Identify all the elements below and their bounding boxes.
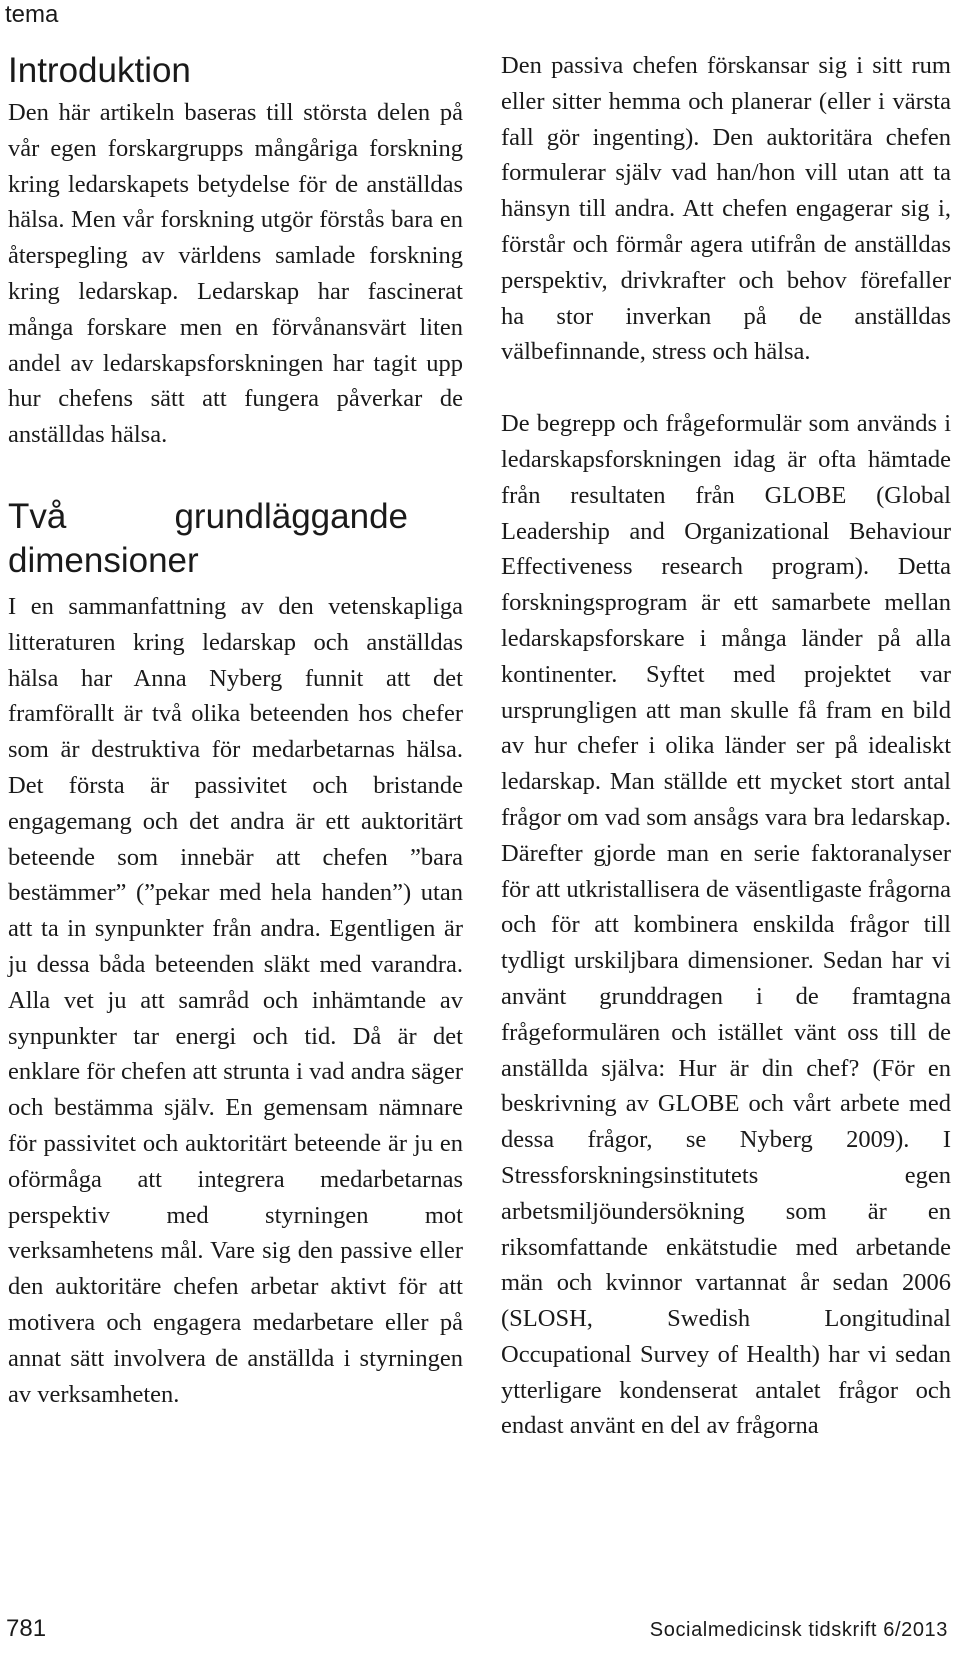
dimensions-paragraph: I en sammanfattning av den vetenskapliga litteraturen kring ledarskap och anställdas hälsa har Anna Nyberg funnit att det framförallt är två olika beteenden hos chefer som är destruktiva för medarbetarnas hälsa. Det första är passivitet och bristande engagemang och det andra är ett auktoritärt beteende som innebär att chefen ”bara bestämmer” (”pekar med hela handen”) utan att ta in synpunkter från andra. Egentligen är ju dessa båda beteenden släkt med varandra. Alla vet ju att samråd och inhämtande av synpunkter tar energi och tid. Då är det enklare för chefen att strunta i vad andra säger och bestämma själv. En gemensam nämnare för passivitet och auktoritärt beteende är ju en oförmåga att integrera medarbetarnas perspektiv med styrningen mot verksamhetens mål. Vare sig den passive eller den auktoritäre chefen arbetar aktivt för att motivera och engagera medarbetare eller på annat sätt involvera de anställda i styrningen av verksamheten. [8,592,463,1408]
running-head: tema [5,1,59,28]
right-column [501,48,951,1444]
page-number: 781 [6,1615,47,1642]
right-paragraph-2: De begrepp och frågeformulär som används i ledarskapsforskningen idag är ofta hämtade från resultaten från GLOBE (Global Leadership and Organizational Behaviour Effectiveness research program). Detta forskningsprogram är ett samarbete mellan ledarskapsforskare i många länder på alla kontinenter. Syftet med projektet var ursprungligen att man skulle få fram en bild av hur chefer i olika länder ser på idealiskt ledarskap. Man ställde ett mycket stort antal frågor om vad som ansågs vara bra ledarskap. Därefter gjorde man en serie faktoranalyser för att utkristallisera de väsentligaste frågorna och för att kombinera enskilda frågor till tydligt urskiljbara dimensioner. Sedan har vi använt grunddragen i de framtagna frågeformulären och istället vänt oss till de anställda själva: Hur är din chef? (För en beskrivning av GLOBE och vårt arbete med dessa frågor, se Nyberg 2009). I Stressforskningsinstitutets egen arbetsmiljöundersökning som är en riksomfattande enkätstudie med arbetande män och kvinnor vartannat år sedan 2006 (SLOSH, Swedish Longitudinal Occupational Survey of Health) har vi sedan ytterligare kondenserat antalet frågor och endast använt en del av frågorna [501,410,951,1440]
journal-footer: Socialmedicinsk tidskrift 6/2013 [649,1619,948,1641]
intro-paragraph: Den här artikeln baseras till största delen på vår egen forskargrupps mångåriga forskning kring ledarskapets betydelse för de anställdas hälsa. Men vår forskning utgör förstås bara en återspegling av världens samlade forskning kring ledarskap. Ledarskap har fascinerat många forskare men en förvånansvärt liten andel av ledarskapsforskningen har tagit upp hur chefens sätt att fungera påverkar de anställdas hälsa. [8,99,463,449]
right-paragraph-1: Den passiva chefen förskansar sig i sitt rum eller sitter hemma och planerar (eller i värsta fall gör ingenting). Den auktoritära chefen formulerar själv vad han/hon vill utan att ta hänsyn till andra. Att chefen engagerar sig i, förstår och förmår agera utifrån de anställdas perspektiv, drivkrafter och behov förefaller ha stor inverkan på de anställdas välbefinnande, stress och hälsa. [501,52,951,366]
section-heading-introduction: Introduktion [8,51,191,90]
left-column [8,45,463,1412]
section-heading-dimensions: Två grundläggande dimensioner [8,496,408,580]
